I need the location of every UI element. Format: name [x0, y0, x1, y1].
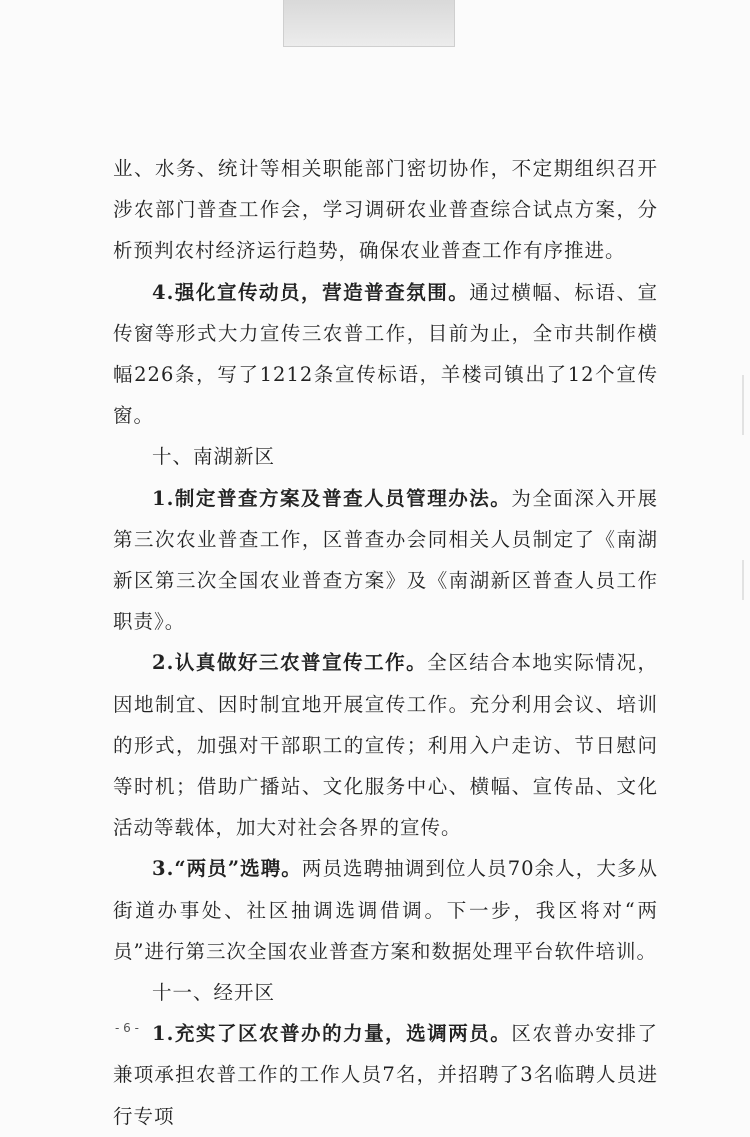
- paragraph: [113, 642, 658, 848]
- scan-edge-mark: [742, 375, 744, 435]
- paragraph: [113, 848, 658, 972]
- section-heading: 十、南湖新区: [152, 445, 276, 469]
- paragraph-lead: 3.“两员”选聘。: [152, 857, 302, 881]
- paragraph-text: 通过横幅、标语、宣传窗等形式大力宣传三农普工作，目前为止，全市共制作横幅226条，写了1212条宣传标语，羊楼司镇出了12个宣传窗。: [113, 280, 658, 428]
- paragraph-text: 两员选聘抽调到位人员70余人，大多从街道办事处、社区抽调选调借调。下一步，我区将对“两员”进行第三次全国农业普查方案和数据处理平台软件培训。: [113, 857, 658, 963]
- paragraph: [113, 272, 658, 437]
- paragraph-text: 全区结合本地实际情况，因地制宜、因时制宜地开展宣传工作。充分利用会议、培训的形式，加强对干部职工的宣传；利用入户走访、节日慰问等时机；借助广播站、文化服务中心、横幅、宣传品、文化活动等载体，加大对社会各界的宣传。: [113, 651, 658, 840]
- paragraph-text: 为全面深入开展第三次农业普查工作，区普查办会同相关人员制定了《南湖新区第三次全国农业普查方案》及《南湖新区普查人员工作职责》。: [113, 486, 658, 634]
- paragraph-lead: 1.制定普查方案及普查人员管理办法。: [152, 486, 512, 510]
- scan-stamp: [283, 0, 455, 47]
- paragraph-lead: 1.充实了区农普办的力量，选调两员。: [152, 1022, 512, 1046]
- scan-edge-mark: [742, 560, 744, 600]
- paragraph: [113, 1013, 658, 1137]
- paragraph-text: 区农普办安排了兼项承担农普工作的工作人员7名，并招聘了3名临聘人员进行专项: [113, 1022, 658, 1128]
- paragraph: [113, 478, 658, 643]
- paragraph-lead: 4.强化宣传动员，营造普查氛围。: [152, 280, 470, 304]
- paragraph-lead: 2.认真做好三农普宣传工作。: [152, 651, 428, 675]
- section-heading: 十一、经开区: [152, 981, 276, 1005]
- page-number: - 6 -: [115, 1021, 139, 1035]
- paragraph-text: 业、水务、统计等相关职能部门密切协作，不定期组织召开涉农部门普查工作会，学习调研农业普查综合试点方案，分析预判农村经济运行趋势，确保农业普查工作有序推进。: [113, 157, 658, 263]
- document-body: [113, 148, 658, 1137]
- paragraph: [113, 148, 658, 272]
